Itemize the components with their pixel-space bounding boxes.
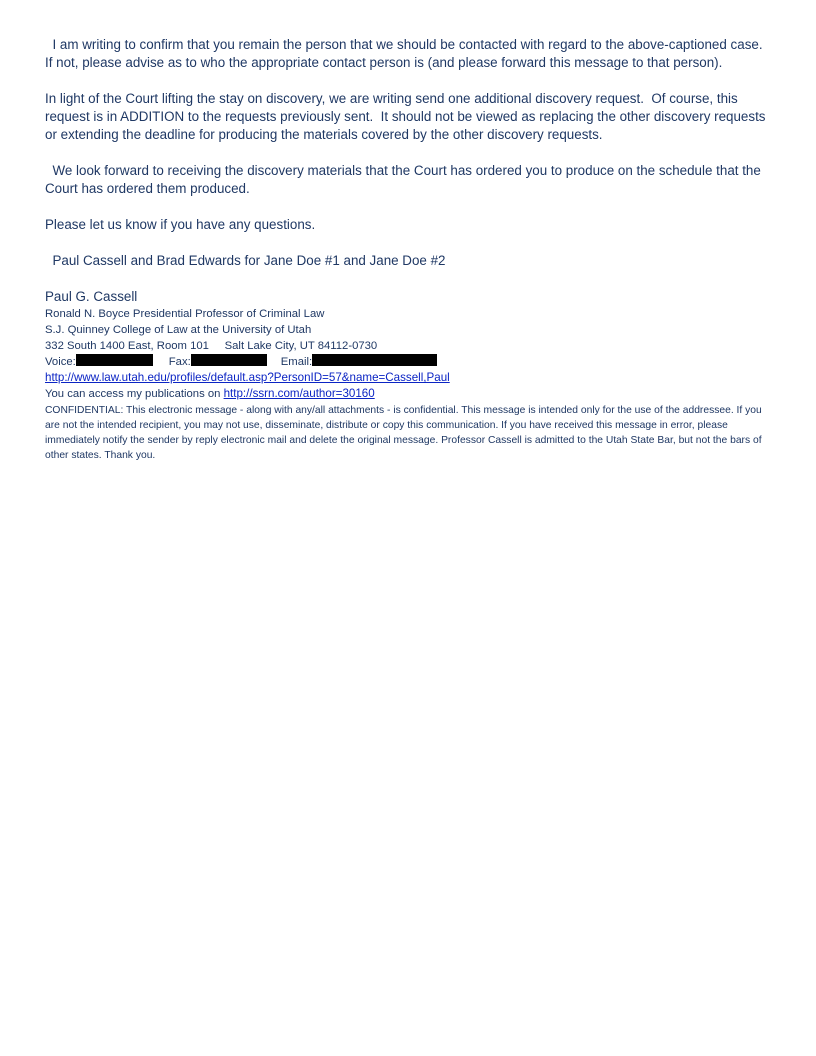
email-body — [45, 36, 775, 463]
signature-name: Paul G. Cassell — [45, 289, 138, 304]
signature-address: 332 South 1400 East, Room 101 Salt Lake City, UT 84112-0730 — [45, 340, 378, 352]
paragraph-confirm-contact: I am writing to confirm that you remain the person that we should be contacted with regard to the above-captioned case. If not, please advise as to who the appropriate contact person is (and please forward this message to that person). — [45, 37, 771, 70]
publications-line — [45, 386, 775, 402]
paragraph-discovery-request: In light of the Court lifting the stay on discovery, we are writing send one additional discovery request. Of course, this request is in ADDITION to the requests previously sent. It should not be viewed as replacing the other discovery requests or extending the deadline for producing the materials covered by the other discovery requests. — [45, 91, 770, 142]
email-redaction — [312, 354, 437, 366]
publications-prefix: You can access my publications on — [45, 388, 224, 400]
confidentiality-disclaimer: CONFIDENTIAL: This electronic message - along with any/all attachments - is confidential. This message is intended only for the use of the addressee. If you are not the intended recipient, you may not use, disseminate, distribute or copy this communication. If you have received this message in error, please immediately notify the sender by reply electronic mail and delete the original message. Professor Cassell is admitted to the Utah State Bar, but not the bars of other states. Thank you. — [45, 405, 762, 461]
signature-title: Ronald N. Boyce Presidential Professor of Criminal Law — [45, 308, 325, 320]
signature-institution: S.J. Quinney College of Law at the University of Utah — [45, 324, 312, 336]
fax-label: Fax: — [168, 356, 191, 368]
signature-contact-line — [45, 354, 775, 370]
paragraph-questions: Please let us know if you have any questions. — [45, 217, 316, 232]
email-label: Email: — [280, 356, 313, 368]
publications-link[interactable]: http://ssrn.com/author=30160 — [223, 387, 375, 400]
paragraph-look-forward: We look forward to receiving the discovery materials that the Court has ordered you to produce on the schedule that the Court has ordered them produced. — [45, 163, 765, 196]
profile-link[interactable]: http://www.law.utah.edu/profiles/default.asp?PersonID=57&name=Cassell,Paul — [45, 371, 450, 384]
profile-link-line — [45, 370, 775, 386]
fax-redaction — [191, 354, 267, 366]
paragraph-signoff: Paul Cassell and Brad Edwards for Jane Doe #1 and Jane Doe #2 — [45, 253, 446, 268]
voice-label: Voice: — [45, 356, 76, 368]
voice-redaction — [76, 354, 153, 366]
email-signature — [45, 288, 775, 463]
